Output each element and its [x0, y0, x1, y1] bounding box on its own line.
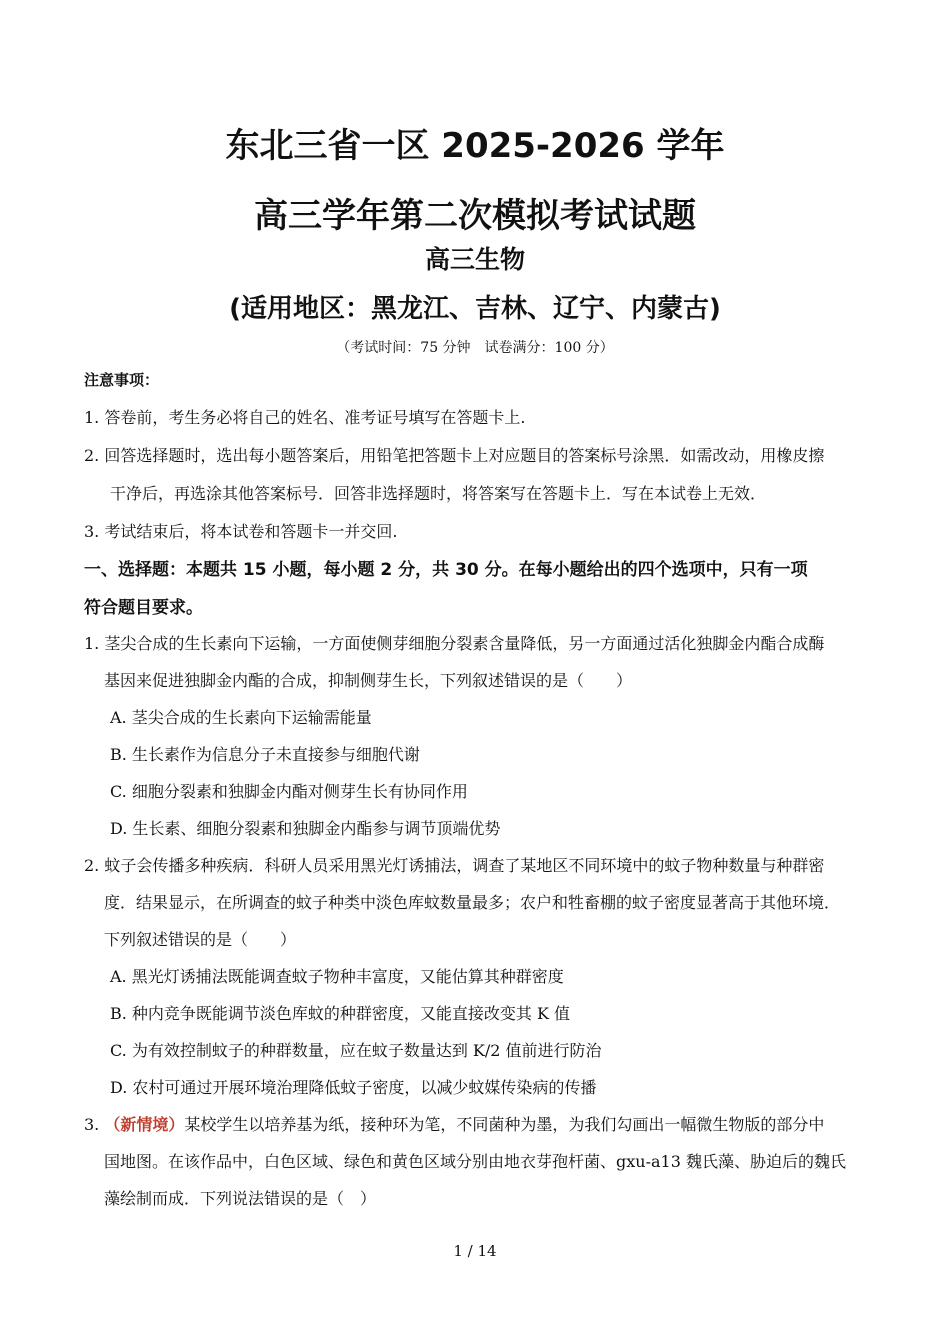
- question-3-stem-line1: [84, 1112, 874, 1135]
- question-1-option-c: C. 细胞分裂素和独脚金内酯对侧芽生长有协同作用: [110, 782, 468, 801]
- note-item-2: 2. 回答选择题时，选出每小题答案后，用铅笔把答题卡上对应题目的答案标号涂黑．如需改动，用橡皮擦: [84, 446, 825, 465]
- exam-title-line1: 东北三省一区 2025-2026 学年: [225, 126, 725, 166]
- question-3-number: 3.: [84, 1115, 100, 1134]
- question-2-option-a: A. 黑光灯诱捕法既能调查蚊子物种丰富度，又能估算其种群密度: [110, 967, 564, 986]
- question-1-option-b: B. 生长素作为信息分子未直接参与细胞代谢: [110, 745, 420, 764]
- question-2-stem-line3: 下列叙述错误的是（ ）: [104, 930, 297, 949]
- page-number: 1 / 14: [453, 1242, 497, 1260]
- note-item-3: 3. 考试结束后，将本试卷和答题卡一并交回.: [84, 522, 398, 541]
- question-2-option-d: D. 农村可通过开展环境治理降低蚊子密度，以减少蚊媒传染病的传播: [110, 1078, 597, 1097]
- question-2-stem-line2: 度．结果显示，在所调查的蚊子种类中淡色库蚊数量最多；农户和牲畜棚的蚊子密度显著高于其他环境．: [104, 893, 841, 912]
- question-2-stem-line1: 2. 蚊子会传播多种疾病．科研人员采用黑光灯诱捕法，调查了某地区不同环境中的蚊子物种数量与种群密: [84, 856, 825, 875]
- question-1-stem-line1: 1. 茎尖合成的生长素向下运输，一方面使侧芽细胞分裂素含量降低，另一方面通过活化独脚金内酯合成酶: [84, 634, 825, 653]
- question-1-option-a: A. 茎尖合成的生长素向下运输需能量: [110, 708, 372, 727]
- section-heading-line2: 符合题目要求。: [84, 598, 203, 618]
- new-context-tag: （新情境）: [104, 1115, 185, 1134]
- question-1-option-d: D. 生长素、细胞分裂素和独脚金内酯参与调节顶端优势: [110, 819, 501, 838]
- note-item-1: 1. 答卷前，考生务必将自己的姓名、准考证号填写在答题卡上.: [84, 408, 526, 427]
- exam-info: （考试时间：75 分钟 试卷满分：100 分）: [336, 340, 614, 356]
- applicable-region: (适用地区：黑龙江、吉林、辽宁、内蒙古): [229, 294, 721, 324]
- notes-heading: 注意事项：: [84, 371, 160, 389]
- exam-subject: 高三生物: [424, 245, 525, 274]
- question-3-stem-line2: 国地图。在该作品中，白色区域、绿色和黄色区域分别由地衣芽孢杆菌、gxu-a13 魏氏藻、胁迫后的魏氏: [104, 1152, 846, 1171]
- section-heading-line1: 一、选择题：本题共 15 小题，每小题 2 分，共 30 分。在每小题给出的四个选项中，只有一项: [84, 560, 808, 580]
- note-item-2-cont: 干净后，再选涂其他答案标号．回答非选择题时，将答案写在答题卡上．写在本试卷上无效．: [110, 484, 767, 503]
- exam-title-line2: 高三学年第二次模拟考试试题: [254, 196, 696, 236]
- question-3-stem-first: 某校学生以培养基为纸，接种环为笔，不同菌种为墨，为我们勾画出一幅微生物版的部分中: [184, 1115, 825, 1134]
- question-3-stem-line3: 藻绘制而成．下列说法错误的是（ ）: [104, 1189, 377, 1208]
- question-2-option-c: C. 为有效控制蚊子的种群数量，应在蚊子数量达到 K/2 值前进行防治: [110, 1041, 602, 1060]
- question-1-stem-line2: 基因来促进独脚金内酯的合成，抑制侧芽生长，下列叙述错误的是（ ）: [104, 671, 633, 690]
- question-2-option-b: B. 种内竞争既能调节淡色库蚊的种群密度，又能直接改变其 K 值: [110, 1004, 571, 1023]
